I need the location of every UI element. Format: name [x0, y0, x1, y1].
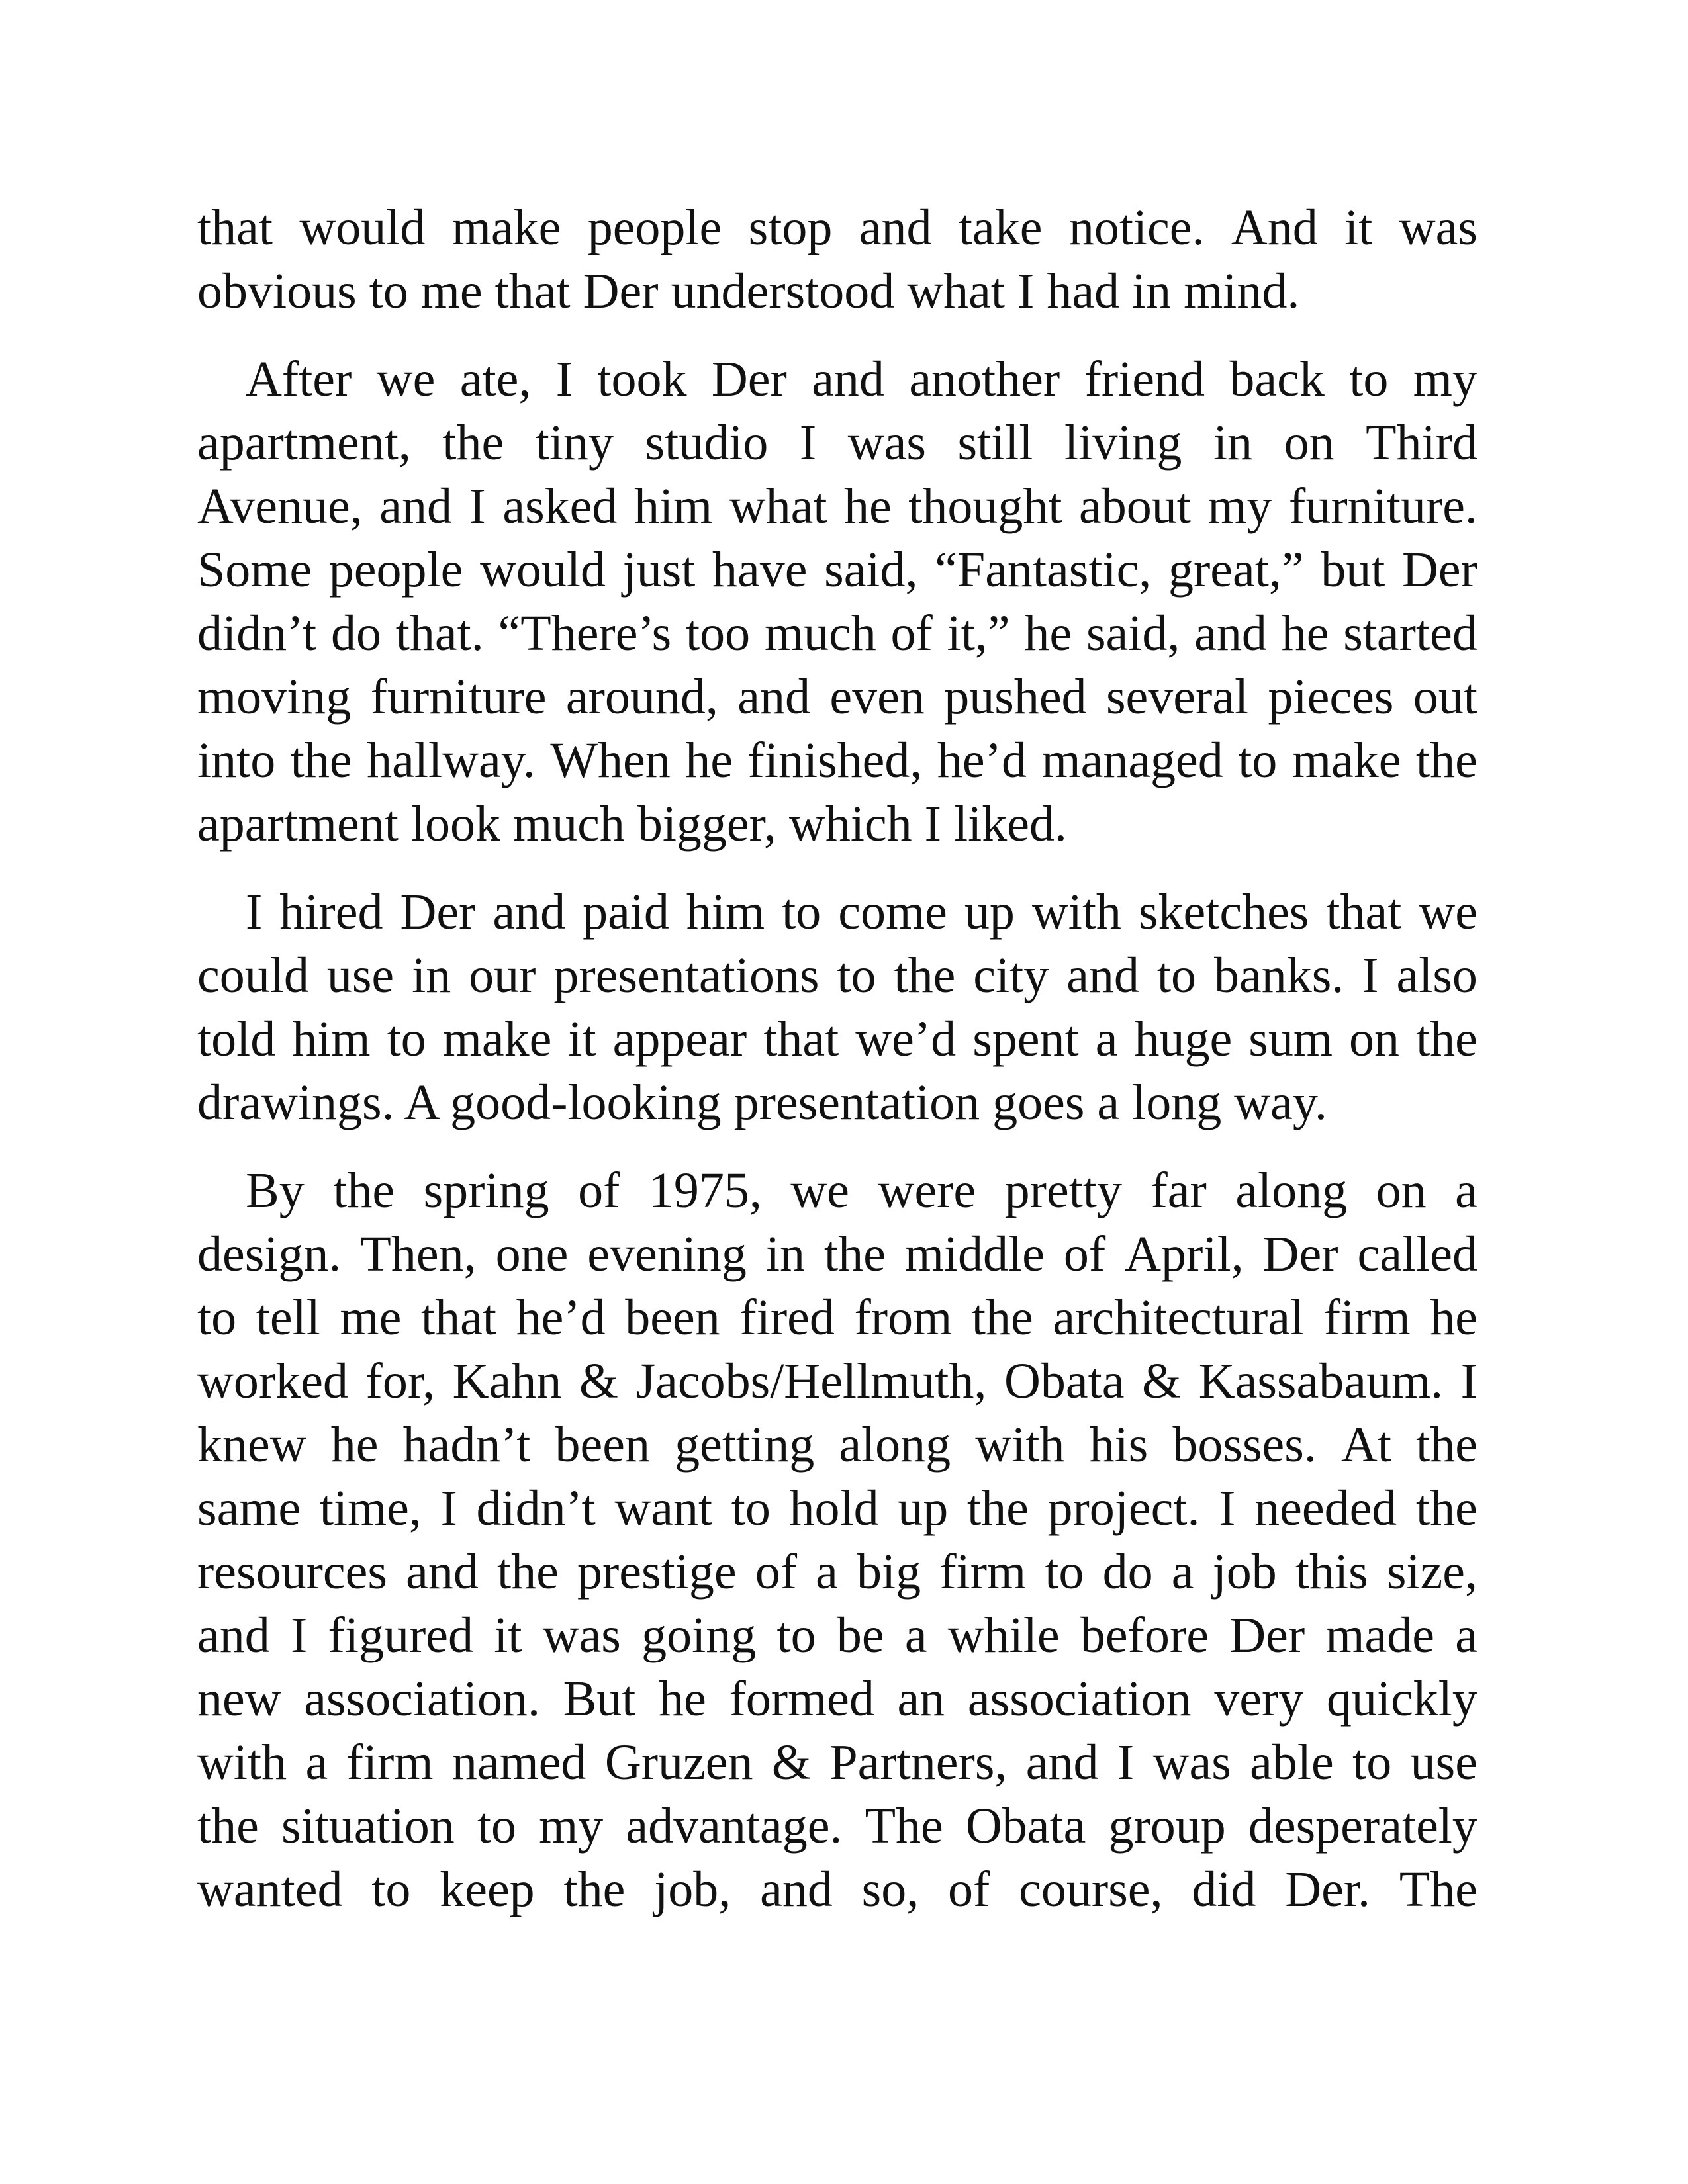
text-line: After we ate, I took Der and another friend back to my [246, 351, 1477, 407]
text-line: I hired Der and paid him to come up with sketches that we [246, 884, 1477, 940]
body-text [197, 196, 1477, 1946]
text-line: drawings. A good-looking presentation goes a long way. [197, 1075, 1327, 1130]
text-line: didn’t do that. “There’s too much of it,” he said, and he started [197, 606, 1477, 661]
paragraph-3 [197, 880, 1477, 1134]
text-line: By the spring of 1975, we were pretty far along on a [246, 1163, 1477, 1218]
text-line: new association. But he formed an association very quickly [197, 1671, 1477, 1727]
text-line: design. Then, one evening in the middle of April, Der called [197, 1226, 1477, 1282]
text-line: the situation to my advantage. The Obata group desperately [197, 1798, 1477, 1854]
text-line: wanted to keep the job, and so, of course, did Der. The [197, 1862, 1477, 1917]
paragraph-1 [197, 196, 1477, 323]
text-line: could use in our presentations to the city and to banks. I also [197, 948, 1477, 1003]
text-line: apartment look much bigger, which I liked. [197, 796, 1067, 852]
text-line: told him to make it appear that we’d spent a huge sum on the [197, 1011, 1477, 1067]
text-line: and I figured it was going to be a while before Der made a [197, 1608, 1477, 1663]
paragraph-4 [197, 1159, 1477, 1921]
text-line: into the hallway. When he finished, he’d managed to make the [197, 733, 1477, 788]
text-line: worked for, Kahn & Jacobs/Hellmuth, Obata & Kassabaum. I [197, 1353, 1477, 1409]
text-line: knew he hadn’t been getting along with his bosses. At the [197, 1417, 1477, 1473]
text-line: same time, I didn’t want to hold up the project. I needed the [197, 1480, 1477, 1536]
text-line: obvious to me that Der understood what I had in mind. [197, 263, 1300, 319]
text-line: Some people would just have said, “Fantastic, great,” but Der [197, 542, 1477, 598]
text-line: Avenue, and I asked him what he thought about my furniture. [197, 478, 1477, 534]
text-line: resources and the prestige of a big firm to do a job this size, [197, 1544, 1477, 1600]
text-line: moving furniture around, and even pushed several pieces out [197, 669, 1477, 725]
text-line: to tell me that he’d been fired from the architectural firm he [197, 1290, 1477, 1345]
text-line: with a firm named Gruzen & Partners, and I was able to use [197, 1735, 1477, 1790]
text-line: that would make people stop and take notice. And it was [197, 200, 1477, 255]
paragraph-2 [197, 347, 1477, 856]
text-line: apartment, the tiny studio I was still living in on Third [197, 415, 1477, 471]
